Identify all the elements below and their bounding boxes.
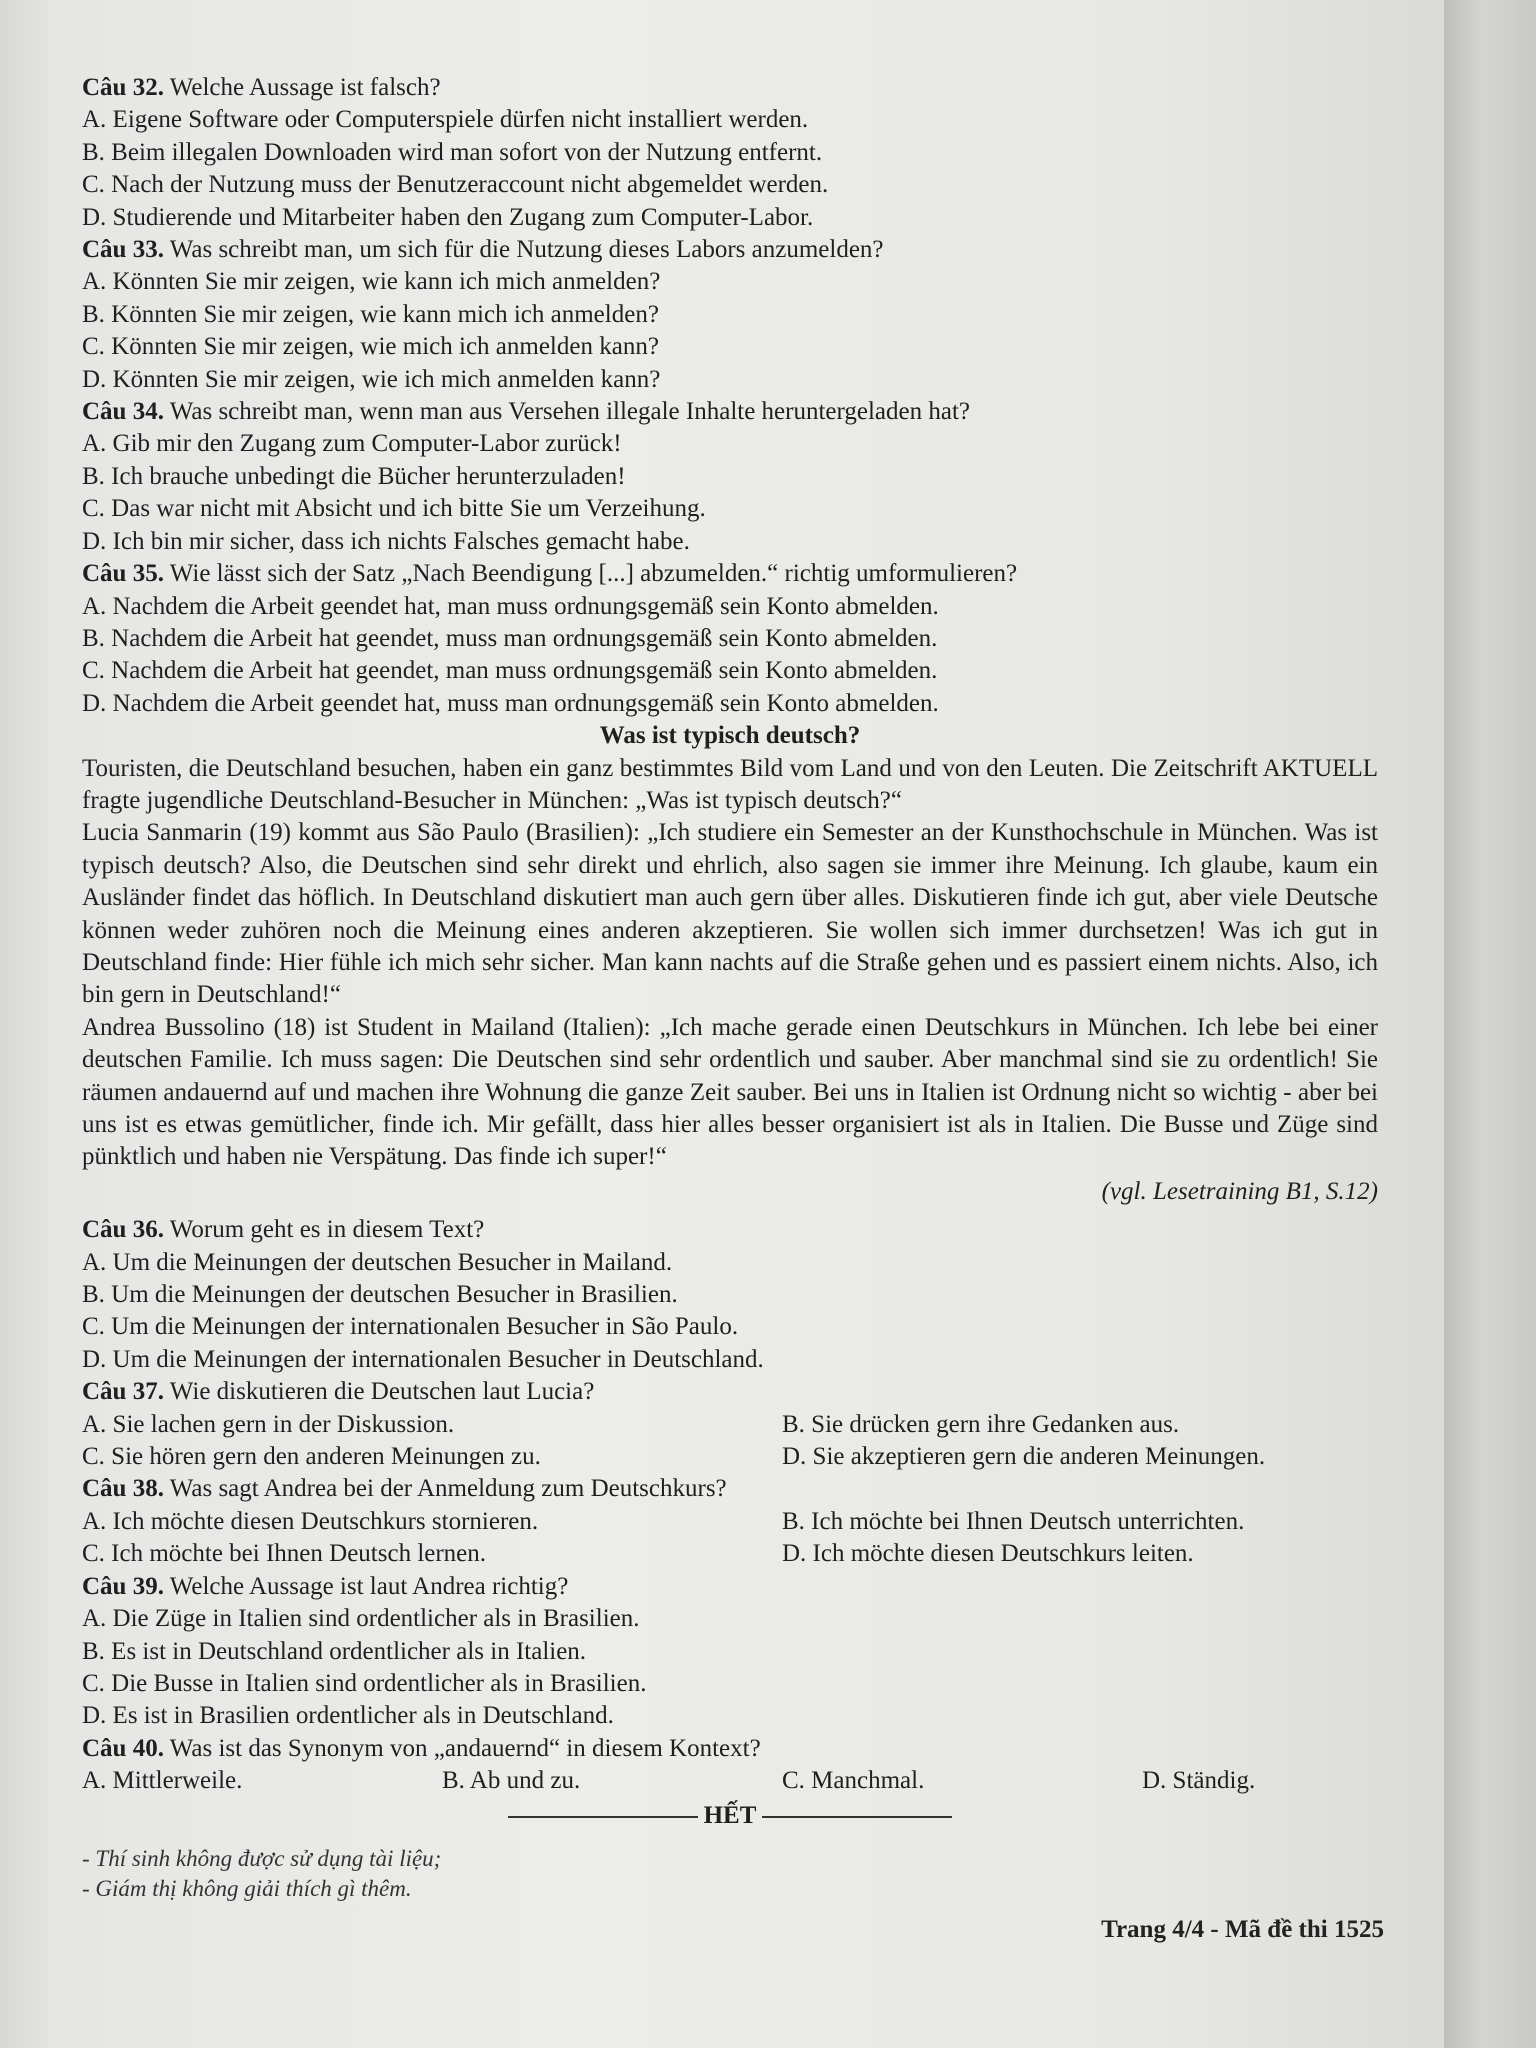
- answer-option: C. Könnten Sie mir zeigen, wie mich ich anmelden kann?: [82, 333, 659, 361]
- question-35: [82, 558, 1378, 590]
- question-text: Welche Aussage ist falsch?: [169, 74, 441, 101]
- answer-option: A. Sie lachen gern in der Diskussion.: [82, 1410, 455, 1438]
- answer-row: [82, 1506, 1378, 1538]
- answer-option: A. Ich möchte diesen Deutschkurs stornieren.: [82, 1507, 539, 1535]
- answer-option: C. Nach der Nutzung muss der Benutzeraccount nicht abgemeldet werden.: [82, 171, 829, 199]
- question-label: Câu 40.: [82, 1734, 164, 1762]
- question-label: Câu 35.: [82, 560, 164, 588]
- question-text: Wie diskutieren die Deutschen laut Lucia?: [169, 1378, 595, 1406]
- question-37: [82, 1376, 1378, 1408]
- answer-option: D. Ich möchte diesen Deutschkurs leiten.: [782, 1540, 1194, 1568]
- answer-option: D. Nachdem die Arbeit geendet hat, muss man ordnungsgemäß sein Konto abmelden.: [82, 689, 939, 717]
- question-label: Câu 32.: [82, 74, 164, 101]
- answer-option: C. Die Busse in Italien sind ordentlicher als in Brasilien.: [82, 1669, 647, 1697]
- answer-option: B. Ich möchte bei Ihnen Deutsch unterrichten.: [782, 1507, 1245, 1535]
- answer-row: [82, 1538, 1378, 1570]
- question-text: Was sagt Andrea bei der Anmeldung zum Deutschkurs?: [169, 1475, 727, 1503]
- answer-option: B. Ab und zu.: [442, 1767, 581, 1795]
- answer-option: D. Ich bin mir sicher, dass ich nichts Falsches gemacht habe.: [82, 527, 690, 555]
- question-text: Was schreibt man, um sich für die Nutzung dieses Labors anzumelden?: [169, 236, 884, 264]
- answer-option: A. Eigene Software oder Computerspiele dürfen nicht installiert werden.: [82, 106, 809, 134]
- question-38: [82, 1473, 1378, 1505]
- question-text: Welche Aussage ist laut Andrea richtig?: [169, 1572, 569, 1600]
- reading-paragraph: Andrea Bussolino (18) ist Student in Mailand (Italien): „Ich mache gerade einen Deutschkurs in München. Ich lebe bei einer deutschen Familie. Ich muss sagen: Die Deutschen sind sehr ordentlich und sauber. Aber manchmal sind sie zu ordentlich! Sie räumen andauernd auf und machen ihre Wohnung die ganze Zeit sauber. Bei uns in Italien ist Ordnung nicht so wichtig - aber bei uns ist es etwas gemütlicher, finde ich. Mir gefällt, dass hier alles besser organisiert ist als in Italien. Die Busse und Züge sind pünktlich und haben nie Verspätung. Das finde ich super!“: [82, 1013, 1378, 1171]
- question-label: Câu 34.: [82, 398, 164, 426]
- answer-option: C. Manchmal.: [782, 1767, 925, 1795]
- answer-option: A. Die Züge in Italien sind ordentlicher als in Brasilien.: [82, 1605, 640, 1633]
- question-label: Câu 39.: [82, 1572, 164, 1600]
- answer-option: C. Sie hören gern den anderen Meinungen zu.: [82, 1443, 541, 1471]
- note-line: - Thí sinh không được sử dụng tài liệu;: [82, 1845, 442, 1871]
- answer-row: [82, 1765, 1378, 1797]
- answer-option: C. Um die Meinungen der internationalen Besucher in São Paulo.: [82, 1313, 739, 1341]
- answer-option: C. Das war nicht mit Absicht und ich bitte Sie um Verzeihung.: [82, 495, 706, 523]
- answer-option: B. Um die Meinungen der deutschen Besucher in Brasilien.: [82, 1281, 678, 1309]
- question-label: Câu 33.: [82, 236, 164, 264]
- question-label: Câu 38.: [82, 1475, 164, 1503]
- question-label: Câu 36.: [82, 1216, 164, 1244]
- answer-option: B. Es ist in Deutschland ordentlicher als in Italien.: [82, 1637, 587, 1665]
- end-text: HẾT: [703, 1801, 757, 1829]
- exam-content: [82, 72, 1378, 1904]
- answer-option: B. Sie drücken gern ihre Gedanken aus.: [782, 1410, 1180, 1438]
- answer-option: D. Könnten Sie mir zeigen, wie ich mich anmelden kann?: [82, 365, 661, 393]
- answer-option: C. Nachdem die Arbeit hat geendet, man muss ordnungsgemäß sein Konto abmelden.: [82, 657, 938, 685]
- question-label: Câu 37.: [82, 1378, 164, 1406]
- answer-row: [82, 1409, 1378, 1441]
- page-footer: Trang 4/4 - Mã đề thi 1525: [1101, 1916, 1384, 1943]
- answer-option: D. Sie akzeptieren gern die anderen Meinungen.: [782, 1443, 1266, 1471]
- reading-source: (vgl. Lesetraining B1, S.12): [1101, 1177, 1378, 1205]
- question-33: [82, 234, 1378, 266]
- reading-title: Was ist typisch deutsch?: [599, 722, 861, 750]
- answer-option: A. Mittlerweile.: [82, 1767, 243, 1795]
- answer-option: D. Es ist in Brasilien ordentlicher als in Deutschland.: [82, 1702, 614, 1730]
- answer-option: A. Könnten Sie mir zeigen, wie kann ich mich anmelden?: [82, 268, 661, 296]
- question-40: [82, 1733, 1378, 1765]
- answer-option: B. Beim illegalen Downloaden wird man sofort von der Nutzung entfernt.: [82, 138, 823, 166]
- answer-option: B. Nachdem die Arbeit hat geendet, muss man ordnungsgemäß sein Konto abmelden.: [82, 624, 938, 652]
- divider: [508, 1816, 698, 1818]
- end-marker: [82, 1800, 1378, 1832]
- question-text: Was ist das Synonym von „andauernd“ in diesem Kontext?: [169, 1734, 761, 1762]
- reading-paragraph: Touristen, die Deutschland besuchen, haben ein ganz bestimmtes Bild vom Land und von den Leuten. Die Zeitschrift AKTUELL fragte jugendliche Deutschland-Besucher in München: „Was ist typisch deutsch?“: [82, 754, 1378, 814]
- answer-option: D. Studierende und Mitarbeiter haben den Zugang zum Computer-Labor.: [82, 203, 814, 231]
- answer-option: D. Um die Meinungen der internationalen Besucher in Deutschland.: [82, 1345, 764, 1373]
- answer-option: D. Ständig.: [1142, 1767, 1256, 1795]
- question-text: Wie lässt sich der Satz „Nach Beendigung [...] abzumelden.“ richtig umformulieren?: [169, 560, 1018, 588]
- answer-option: A. Um die Meinungen der deutschen Besucher in Mailand.: [82, 1248, 673, 1276]
- answer-option: B. Ich brauche unbedingt die Bücher herunterzuladen!: [82, 462, 626, 490]
- divider: [762, 1816, 952, 1818]
- question-text: Worum geht es in diesem Text?: [169, 1216, 485, 1244]
- question-text: Was schreibt man, wenn man aus Versehen illegale Inhalte heruntergeladen hat?: [169, 398, 971, 426]
- answer-option: A. Gib mir den Zugang zum Computer-Labor zurück!: [82, 430, 622, 458]
- question-36: [82, 1214, 1378, 1246]
- exam-notes: [82, 1844, 1378, 1904]
- answer-option: B. Könnten Sie mir zeigen, wie kann mich ich anmelden?: [82, 300, 659, 328]
- question-32: [82, 72, 1378, 104]
- reading-paragraph: Lucia Sanmarin (19) kommt aus São Paulo (Brasilien): „Ich studiere ein Semester an der Kunsthochschule in München. Was ist typisch deutsch? Also, die Deutschen sind sehr direkt und ehrlich, also sagen sie immer ihre Meinung. Ich glaube, kaum ein Ausländer findet das höflich. In Deutschland diskutiert man auch gern über alles. Diskutieren finde ich gut, aber viele Deutsche können weder zuhören noch die Meinung eines anderen akzeptieren. Sie wollen sich immer durchsetzen! Was ich gut in Deutschland finde: Hier fühle ich mich sehr sicher. Man kann nachts auf die Straße gehen und es passiert einem nichts. Also, ich bin gern in Deutschland!“: [82, 819, 1378, 1009]
- answer-option: C. Ich möchte bei Ihnen Deutsch lernen.: [82, 1540, 487, 1568]
- page-edge: [1444, 0, 1536, 2048]
- question-34: [82, 396, 1378, 428]
- answer-option: A. Nachdem die Arbeit geendet hat, man muss ordnungsgemäß sein Konto abmelden.: [82, 592, 939, 620]
- note-line: - Giám thị không giải thích gì thêm.: [82, 1875, 412, 1901]
- question-39: [82, 1571, 1378, 1603]
- answer-row: [82, 1441, 1378, 1473]
